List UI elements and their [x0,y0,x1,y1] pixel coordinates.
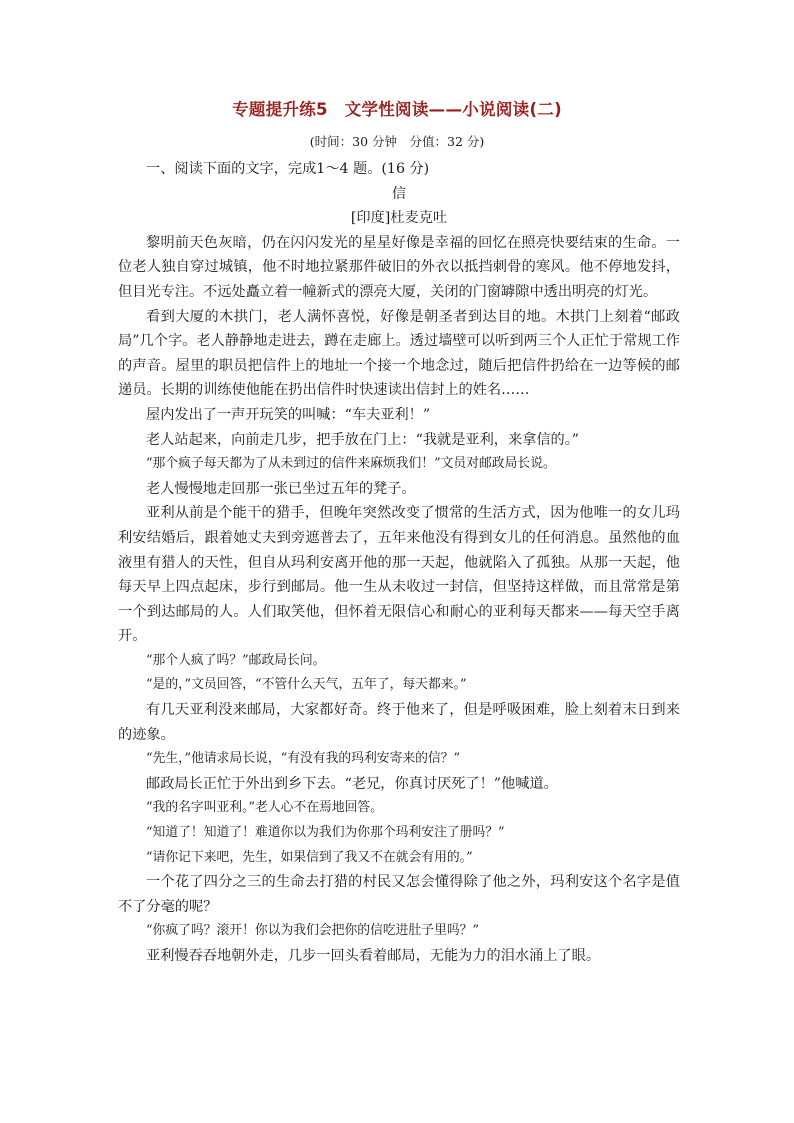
paragraph: “是的，”文员回答，“不管什么天气，五年了，每天都来。” [146,677,467,693]
paragraph: 有几天亚利没来邮局，大家都好奇。终于他来了，但是呼吸困难，脸上刻着末日到来的迹象。 [118,702,680,743]
question-instruction: 一、阅读下面的文字，完成1～4 题。(16 分) [146,161,430,177]
paragraph: “那个疯子每天都为了从未到过的信件来麻烦我们！”文员对邮政局长说。 [146,456,556,472]
paragraph: 亚利从前是个能干的猎手，但晚年突然改变了惯常的生活方式，因为他唯一的女儿玛利安结婚后，跟着她丈夫到旁遮普去了，五年来他没有得到女儿的任何消息。虽然他的血液里有猎人的天性，但自从玛利安离开他的那一天起，他就陷入了孤独。从那一天起，他每天早上四点起床，步行到邮局。他一生从未收过一封信，但坚持这样做，而且常常是第一个到达邮局的人。人们取笑他，但怀着无限信心和耐心的亚利每天都来——每天空手离开。 [118,505,680,645]
paragraph: “请你记下来吧，先生，如果信到了我又不在就会有用的。” [146,849,473,865]
paragraph: “先生，”他请求局长说，“有没有我的玛利安寄来的信？” [146,751,461,767]
document-body [118,157,680,969]
paragraph: “那个人疯了吗？”邮政局长问。 [146,652,326,668]
paragraph: 屋内发出了一声开玩笑的叫喊：“车夫亚利！” [146,406,431,423]
paragraph: 老人站起来，向前走几步，把手放在门上：“我就是亚利，来拿信的。” [146,431,580,448]
paragraph: “我的名字叫亚利。”老人心不在焉地回答。 [146,800,384,816]
exam-meta: (时间：30 分钟 分值：32 分) [309,134,485,149]
paragraph: 邮政局长正忙于外出到乡下去。“老兄，你真讨厌死了！”他喊道。 [146,775,558,792]
paragraph: 看到大厦的木拱门，老人满怀喜悦，好像是朝圣者到达目的地。木拱门上刻着“邮政局”几个字。老人静静地走进去，蹲在走廊上。透过墙壁可以听到两三个人正忙于常规工作的声音。屋里的职员把信件上的地址一个接一个地念过，随后把信件扔给在一边等候的邮递员。长期的训练使他能在扔出信件时快速读出信封上的姓名…… [118,308,680,399]
paragraph: 亚利慢吞吞地朝外走，几步一回头看着邮局，无能为力的泪水涌上了眼。 [146,948,601,964]
paragraph: 黎明前天色灰暗，仍在闪闪发光的星星好像是幸福的回忆在照亮快要结束的生命。一位老人独自穿过城镇，他不时地拉紧那件破旧的外衣以抵挡刺骨的寒风。他不停地发抖，但目光专注。不远处矗立着一幢新式的漂亮大厦，关闭的门窗罅隙中透出明亮的灯光。 [118,234,680,300]
paragraph: “你疯了吗？滚开！你以为我们会把你的信吃进肚子里吗？” [146,923,480,939]
paragraph: 老人慢慢地走回那一张已坐过五年的凳子。 [146,480,416,497]
story-title: 信 [391,185,407,202]
page-title: 专题提升练5 文学性阅读——小说阅读(二) [232,100,562,119]
paragraph: “知道了！知道了！难道你以为我们为你那个玛利安注了册吗？” [146,825,505,841]
story-author: [印度]杜麦克吐 [350,210,448,227]
paragraph: 一个花了四分之三的生命去打猎的村民又怎会懂得除了他之外，玛利安这个名字是值不了分毫的呢？ [118,874,680,915]
